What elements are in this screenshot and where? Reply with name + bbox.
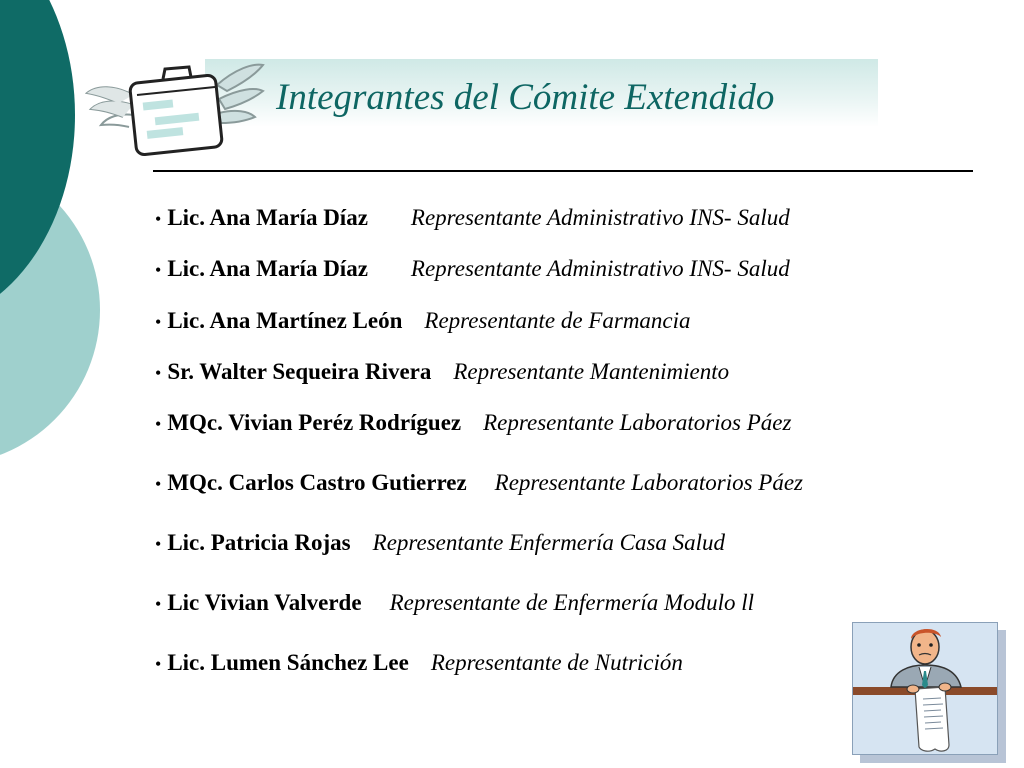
- bullet: •: [155, 363, 162, 383]
- member-role: Representante Laboratorios Páez: [483, 410, 792, 435]
- clerk-illustration: [853, 623, 998, 755]
- list-item: [155, 205, 790, 231]
- clerk-with-scroll-icon: [852, 622, 1010, 765]
- member-role: Representante de Enfermería Modulo ll: [389, 590, 755, 615]
- bullet: •: [155, 654, 162, 674]
- member-name: Lic. Ana María Díaz: [167, 205, 368, 230]
- list-item: [155, 470, 803, 496]
- member-role: Representante de Farmancia: [424, 308, 691, 333]
- member-role: Representante Administrativo INS- Salud: [410, 256, 790, 281]
- list-item: [155, 410, 791, 436]
- bullet: •: [155, 312, 162, 332]
- list-item: [155, 530, 725, 556]
- member-name: Lic. Ana María Díaz: [167, 256, 368, 281]
- member-role: Representante Enfermería Casa Salud: [372, 530, 726, 555]
- bullet: •: [155, 209, 162, 229]
- member-role: Representante de Nutrición: [430, 650, 683, 675]
- bullet: •: [155, 260, 162, 280]
- member-role: Representante Mantenimiento: [453, 359, 730, 384]
- slide-title: Integrantes del Cómite Extendido: [276, 77, 775, 118]
- list-item: [155, 590, 754, 616]
- member-name: MQc. Vivian Peréz Rodríguez: [167, 410, 462, 435]
- bullet: •: [155, 534, 162, 554]
- member-name: Lic. Patricia Rojas: [167, 530, 351, 555]
- list-item: [155, 650, 683, 676]
- member-name: Sr. Walter Sequeira Rivera: [167, 359, 432, 384]
- member-name: Lic Vivian Valverde: [167, 590, 362, 615]
- bullet: •: [155, 474, 162, 494]
- member-name: Lic. Lumen Sánchez Lee: [167, 650, 409, 675]
- clerk-frame-box: [852, 622, 998, 755]
- title-divider: [153, 170, 973, 172]
- member-role: Representante Administrativo INS- Salud: [410, 205, 790, 230]
- list-item: [155, 308, 691, 334]
- winged-briefcase-icon: [85, 55, 265, 160]
- list-item: [155, 256, 790, 282]
- bullet: •: [155, 594, 162, 614]
- list-item: [155, 359, 729, 385]
- member-role: Representante Laboratorios Páez: [494, 470, 803, 495]
- member-name: MQc. Carlos Castro Gutierrez: [167, 470, 467, 495]
- member-name: Lic. Ana Martínez León: [167, 308, 403, 333]
- bullet: •: [155, 414, 162, 434]
